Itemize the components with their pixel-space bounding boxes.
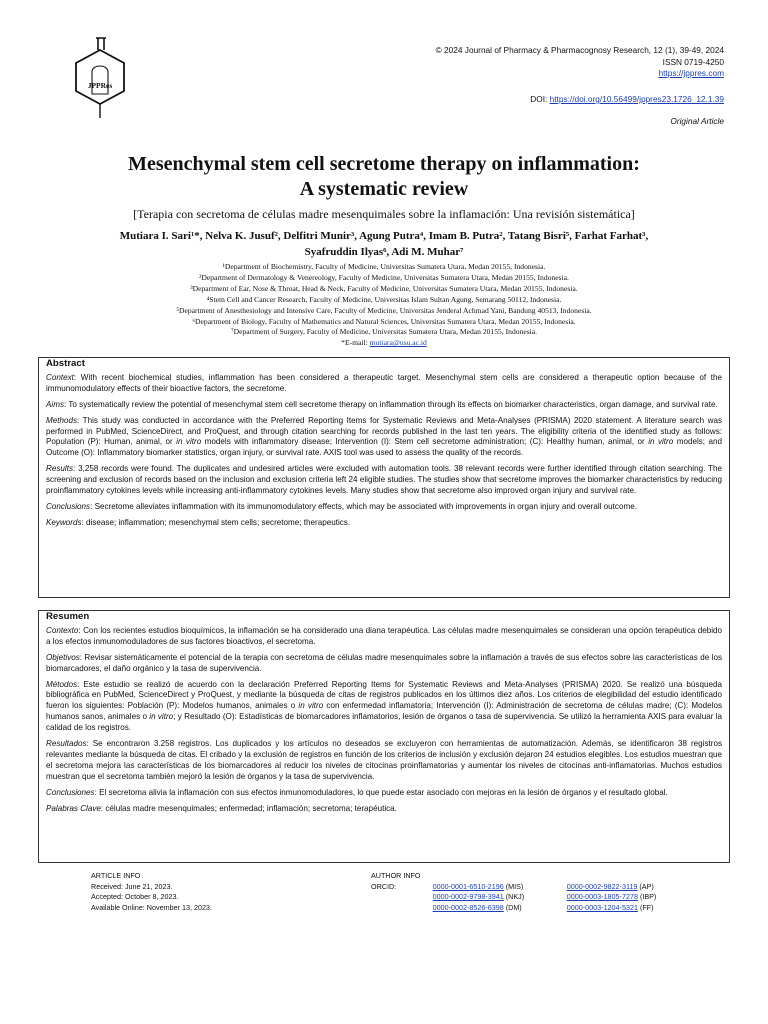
orcid-tag: (DM) <box>505 902 522 912</box>
methods-text-b: models with inflammatory disease; Intervention (I): Stem cell secretome administration; (C): Healthy human, animal, or <box>201 437 649 447</box>
authors-line-2: Syafruddin Ilyas⁶, Adi M. Muhar⁷ <box>304 246 464 258</box>
orcid-tag: (IBP) <box>639 892 657 901</box>
abstract-aims <box>46 400 722 411</box>
author-list <box>70 228 698 260</box>
abstract-conclusions <box>46 502 722 513</box>
results-text: : 3,258 records were found. The duplicates and undesired articles were excluded with automation tools. 38 relevant records were further identified through citation searching. The screening and exclusion of records based on the inclusion and exclusion criteria left 24 eligible studies. The studies show that secretome improves the biomarker characteristics by reducing proinflammatory cytokines levels while increasing anti-inflammatory cytokines levels. Many studies show that secretome also improved organ injury and survival rate. <box>46 464 722 496</box>
conclusiones-text: : El secretoma alivia la inflamación con sus efectos inmunomoduladores, lo que puede estar asociado con mejoras en la lesión de órganos y el resultado global. <box>94 787 668 797</box>
methods-italic-2: in vitro <box>648 437 674 447</box>
metodos-text-b: con enfermedad inflamatoria; Intervención (I): Administración de secretoma de células madre; (C): Modelos humanos sanos, animales o <box>46 701 722 722</box>
orcid-link[interactable]: 0000-0001-6510-2196 <box>432 881 504 891</box>
journal-citation: © 2024 Journal of Pharmacy & Pharmacognosy Research, 12 (1), 39-49, 2024 <box>435 45 724 55</box>
conclusiones-label: Conclusiones <box>46 787 95 797</box>
orcid-row <box>371 892 701 903</box>
contexto-label: Contexto <box>46 625 79 635</box>
abstract-methods <box>46 416 722 460</box>
resumen-heading: Resumen <box>46 611 90 622</box>
orcid-tag: (MIS) <box>505 881 524 891</box>
affiliation-5: ⁵Department of Anesthesiology and Intensive Care, Faculty of Medicine, Universitas Jenderal Achmad Yani, Bandung 40513, Indonesia. <box>176 305 592 315</box>
results-label: Results <box>46 464 73 474</box>
article-info-heading: ARTICLE INFO <box>91 871 141 880</box>
title-line-2: A systematic review <box>299 178 469 200</box>
orcid-tag: (NKJ) <box>505 892 525 901</box>
orcid-link[interactable]: 0000-0003-1805-7278 <box>566 892 638 901</box>
abstract-box <box>38 357 730 598</box>
contexto-text: : Con los recientes estudios bioquímicos, la inflamación se ha considerado una diana terapéutica. Las células madre mesenquimales se consideran una opción terapéutica debido a los efectos inmunomoduladores de sus factores bioactivos, el secretoma. <box>46 625 722 646</box>
journal-issn: ISSN 0719-4250 <box>662 56 724 67</box>
orcid-tag: (AP) <box>639 881 654 891</box>
affiliation-6: ⁶Department of Biology, Faculty of Mathematics and Natural Sciences, Universitas Sumatera Utara, Medan 20155, Indonesia. <box>192 316 576 326</box>
metodos-text-a: : Este estudio se realizó de acuerdo con la declaración Preferred Reporting Items for Systematic Reviews and Meta-Analyses (PRISMA) 2020. Se realizó una búsqueda bibliográfica en PubMed, ScienceDirect y ProQuest, y mediante la búsqueda de citas de registros publicados en los últimos diez años. Los criterios de elegibilidad del estudio identificado fueron los siguientes: Población (P): Modelos humanos, animales o <box>46 679 722 711</box>
context-text: : With recent biochemical studies, inflammation has been considered a therapeutic target. Mesenchymal stem cells are considered a therapeutic option because of the immunomodulatory effects of their bioactive factors, the secretome. <box>46 372 722 393</box>
resumen-contexto <box>46 626 722 648</box>
conclusions-label: Conclusions <box>46 501 91 511</box>
resumen-metodos <box>46 680 722 735</box>
keywords-text: : disease; inflammation; mesenchymal stem cells; secretome; therapeutics. <box>81 517 351 527</box>
affiliation-2: ²Department of Dermatology & Venereology, Faculty of Medicine, Universitas Sumatera Utara, Medan 20155, Indonesia. <box>199 272 569 282</box>
abstract-results <box>46 464 722 497</box>
paper-subtitle: [Terapia con secretoma de células madre mesenquimales sobre la inflamación: Una revisión sistemática] <box>133 207 635 221</box>
metodos-text-c: ; y Resultado (O): Estadísticas de biomarcadores inflamatorios, lesión de órganos o tasa de supervivencia. Se utilizó la herramienta AXIS para evaluar la calidad de los registros. <box>46 712 723 733</box>
resumen-objetivos <box>46 653 722 675</box>
logo-text: JPPRes <box>87 81 113 90</box>
orcid-row <box>371 882 701 893</box>
resumen-palabras-clave <box>46 804 722 815</box>
metodos-italic-1: in vitro <box>298 701 324 711</box>
palabras-text: : células madre mesenquimales; enfermedad; inflamación; secretoma; terapéutica. <box>100 803 397 813</box>
methods-label: Methods <box>46 415 78 425</box>
journal-logo <box>70 36 130 120</box>
objetivos-label: Objetivos <box>46 652 80 662</box>
orcid-label: ORCID: <box>371 881 397 891</box>
paper-title <box>40 152 728 202</box>
resumen-box <box>38 610 730 863</box>
abstract-heading: Abstract <box>46 358 85 369</box>
objetivos-text: : Revisar sistemáticamente el potencial de la terapia con secretoma de células madre mesenquimales sobre la inflamación a través de sus efectos sobre las características de los biomarcadores, el daño orgánico y la tasa de supervivencia. <box>46 652 722 673</box>
accepted-date: Accepted: October 8, 2023. <box>91 892 179 901</box>
orcid-row <box>371 903 701 914</box>
affiliation-7: ⁷Department of Surgery, Faculty of Medicine, Universitas Sumatera Utara, Medan 20155, Indonesia. <box>230 327 538 337</box>
metodos-label: Métodos <box>46 679 78 689</box>
orcid-link[interactable]: 0000-0002-9822-3119 <box>566 881 638 891</box>
palabras-label: Palabras Clave <box>46 803 101 813</box>
methods-italic-1: in vitro <box>176 437 202 447</box>
doi-link[interactable]: https://doi.org/10.56499/jppres23.1726_12.1.39 <box>549 94 724 104</box>
doi-line <box>530 94 724 106</box>
aims-label: Aims <box>46 399 64 409</box>
orcid-link[interactable]: 0000-0003-1204-5321 <box>566 902 638 912</box>
context-label: Context <box>46 372 74 382</box>
article-type: Original Article <box>670 116 724 126</box>
orcid-link[interactable]: 0000-0002-9798-3941 <box>432 892 504 901</box>
aims-text: : To systematically review the potential of mesenchymal stem cell secretome therapy on inflammation through its effects on biomarker characteristics, organ damage, and survival rate. <box>64 399 718 409</box>
methods-text-c: models; and Outcome (O): Inflammatory biomarker statistics, organ injury, or survival rate. AXIS tool was used to assess the quality of the records. <box>46 437 722 458</box>
corresponding-email-line <box>60 338 708 349</box>
journal-website-link[interactable]: https://jppres.com <box>658 68 724 78</box>
abstract-context <box>46 373 722 395</box>
keywords-label: Keywords <box>46 517 82 527</box>
resumen-resultados <box>46 739 722 783</box>
author-info-heading: AUTHOR INFO <box>371 871 421 880</box>
orcid-link[interactable]: 0000-0002-8526-6398 <box>432 902 504 912</box>
resultados-text: : Se encontraron 3.258 registros. Los duplicados y los artículos no deseados se excluyeron con herramientas de automatización. Además, se identificaron 38 registros relevantes mediante la búsqueda de citas. El cribado y la exclusión de registros en función de los criterios de inclusión y exclusión dejaron 24 estudios elegibles. Los estudios muestran que el secretoma mejora las características de los biomarcadores al reducir los niveles de citocinas proinflamatorias y aumentar los niveles de citocinas anti-inflamatorias. Muchos estudios muestran que el secretoma también mejoró la lesión de órganos y la tasa de supervivencia. <box>46 739 722 781</box>
online-date: Available Online: November 13, 2023. <box>91 902 212 912</box>
received-date: Received: June 21, 2023. <box>91 881 173 891</box>
methods-text-a: : This study was conducted in accordance with the Preferred Reporting Items for Systematic Reviews and Meta-Analyses (PRISMA) 2020 statement. A literature search was performed in PubMed, ScienceDirect, and ProQuest, and through citation searching for records published in the last ten years. The eligibility criteria of the identified study as follows: Population (P): Human, animal, or <box>46 415 722 447</box>
author-info <box>371 871 701 913</box>
affiliations <box>60 262 708 349</box>
authors-line-1: Mutiara I. Sari¹*, Nelva K. Jusuf², Delfitri Munir³, Agung Putra⁴, Imam B. Putra², Tatang Bisri⁵, Farhat Farhat³, <box>119 230 649 242</box>
affiliation-1: ¹Department of Biochemistry, Faculty of Medicine, Universitas Sumatera Utara, Medan 20155, Indonesia. <box>222 262 546 271</box>
email-label: *E-mail: <box>341 338 368 348</box>
orcid-tag: (FF) <box>639 902 654 912</box>
metodos-italic-2: in vitro <box>149 712 174 722</box>
email-link[interactable]: mutiara@usu.ac.id <box>369 338 427 348</box>
doi-label: DOI: <box>530 94 548 104</box>
article-info <box>91 871 212 913</box>
title-line-1: Mesenchymal stem cell secretome therapy on inflammation: <box>128 153 640 175</box>
resumen-conclusiones <box>46 788 722 799</box>
resultados-label: Resultados <box>46 739 87 749</box>
conclusions-text: : Secretome alleviates inflammation with its immunomodulatory effects, which may be associated with improvements in organ injury and overall outcome. <box>90 501 637 511</box>
abstract-keywords <box>46 518 722 529</box>
affiliation-4: ⁴Stem Cell and Cancer Research, Faculty of Medicine, Universitas Islam Sultan Agung, Semarang 50112, Indonesia. <box>206 294 562 304</box>
affiliation-3: ³Department of Ear, Nose & Throat, Head & Neck, Faculty of Medicine, Universitas Sumatera Utara, Medan 20155, Indonesia. <box>190 283 578 293</box>
journal-header <box>436 45 724 80</box>
